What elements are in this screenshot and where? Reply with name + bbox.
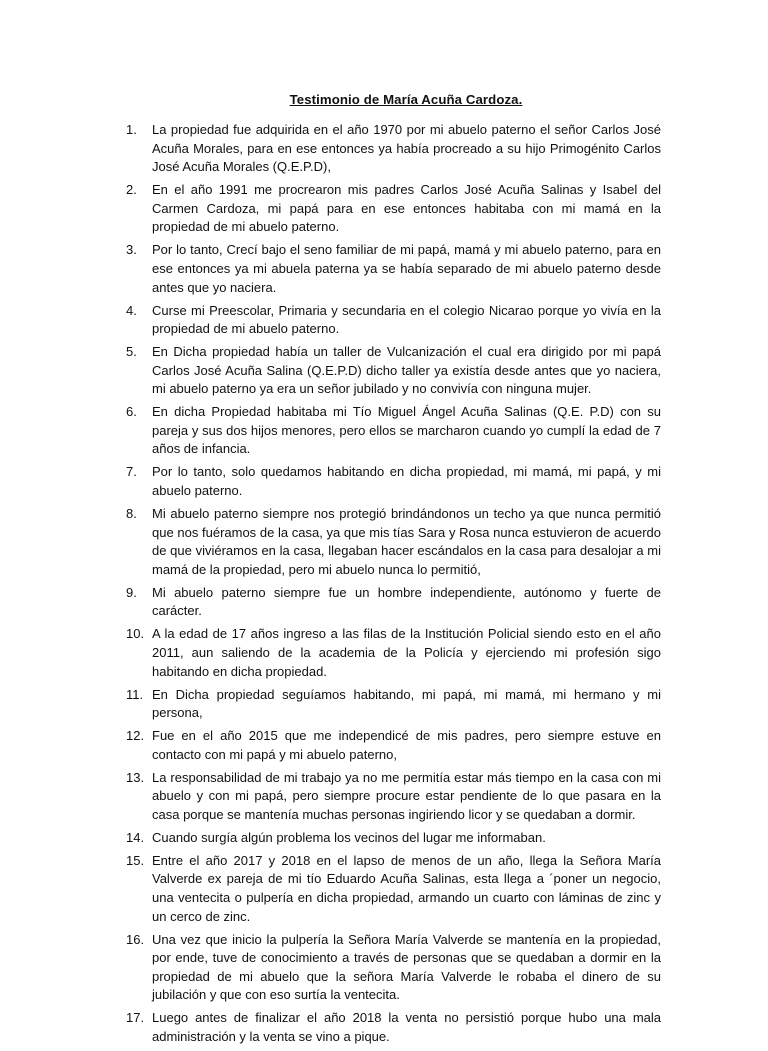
list-item (126, 686, 661, 723)
item-number: 1. (126, 122, 137, 137)
list-item (126, 584, 661, 621)
item-text: Luego antes de finalizar el año 2018 la venta no persistió porque hubo una mala administración y la venta se vino a pique. (152, 1010, 661, 1044)
testimony-list (126, 121, 661, 1051)
list-item (126, 121, 661, 177)
list-item (126, 829, 661, 848)
item-text: Fue en el año 2015 que me independicé de mis padres, pero siempre estuve en contacto con mi papá y mi abuelo paterno, (152, 728, 661, 762)
document-title: Testimonio de María Acuña Cardoza. (289, 92, 523, 107)
item-number: 4. (126, 302, 137, 318)
list-item (126, 181, 661, 237)
list-item (126, 302, 661, 339)
item-number: 14. (126, 829, 145, 845)
list-item (126, 403, 661, 459)
list-item (126, 931, 661, 1005)
item-number: 8. (126, 506, 137, 522)
list-item (126, 727, 661, 764)
item-text: En Dicha propiedad había un taller de Vulcanización el cual era dirigido por mi papá Carlos José Acuña Salina (Q.E.P.D) dicho taller ya existía desde antes que yo naciera, mi abuelo paterno ya era un señor jubilado y no convivía con ninguna mujer. (152, 344, 661, 397)
item-number: 17. (126, 1010, 145, 1026)
list-item (126, 343, 661, 399)
list-item (126, 505, 661, 579)
item-text: Por lo tanto, Crecí bajo el seno familiar de mi papá, mamá y mi abuelo paterno, para en ese entonces ya mi abuela paterna ya se había separado de mi abuelo paterno desde antes que yo naciera. (152, 242, 661, 295)
item-text: Curse mi Preescolar, Primaria y secundaria en el colegio Nicarao porque yo vivía en la propiedad de mi abuelo paterno. (152, 302, 661, 337)
list-item (126, 852, 661, 926)
item-number: 15. (126, 852, 145, 868)
item-text: La responsabilidad de mi trabajo ya no me permitía estar más tiempo en la casa con mi abuelo y con mi papá, pero siempre procure estar pendiente de lo que pasara en la casa porque se mantenía muchas personas ingiriendo licor y se quedaban a dormir. (152, 769, 661, 822)
list-item (126, 769, 661, 825)
item-text: Mi abuelo paterno siempre fue un hombre independiente, autónomo y fuerte de carácter. (152, 584, 661, 619)
item-number: 6. (126, 404, 137, 420)
item-number: 10. (126, 626, 145, 642)
item-text: Por lo tanto, solo quedamos habitando en dicha propiedad, mi mamá, mi papá, y mi abuelo paterno. (152, 464, 661, 499)
list-item (126, 463, 661, 500)
item-text: En dicha Propiedad habitaba mi Tío Miguel Ángel Acuña Salinas (Q.E. P.D) con su pareja y sus dos hijos menores, pero ellos se marcharon cuando yo cumplí la edad de 7 años de infancia. (152, 404, 661, 457)
item-number: 13. (126, 769, 145, 785)
item-text: Cuando surgía algún problema los vecinos del lugar me informaban. (152, 829, 546, 845)
list-item (126, 625, 661, 681)
item-text: A la edad de 17 años ingreso a las filas de la Institución Policial siendo esto en el año 2011, aun saliendo de la academia de la Policía y ejerciendo mi profesión sigo habitando en dicha propiedad. (152, 626, 661, 679)
item-number: 5. (126, 344, 137, 360)
item-number: 7. (126, 464, 137, 480)
item-number: 11. (126, 686, 144, 702)
item-number: 2. (126, 182, 137, 198)
item-number: 3. (126, 242, 137, 258)
list-item (126, 241, 661, 297)
item-text: Una vez que inicio la pulpería la Señora María Valverde se mantenía en la propiedad, por ende, tuve de conocimiento a través de personas que se quedaban a dormir en la propiedad de mi abuelo que la señora María Valverde le robaba el dinero de su jubilación y que con eso surtía la ventecita. (152, 931, 661, 1003)
item-number: 9. (126, 584, 137, 600)
item-number: 12. (126, 728, 145, 744)
list-item (126, 1009, 661, 1046)
item-text: La propiedad fue adquirida en el año 1970 por mi abuelo paterno el señor Carlos José Acuña Morales, para en ese entonces ya había procreado a su hijo Primogénito Carlos José Acuña Morales (Q.E.P.D), (152, 122, 661, 175)
item-number: 16. (126, 931, 145, 947)
item-text: En Dicha propiedad seguíamos habitando, mi papá, mi mamá, mi hermano y mi persona, (152, 686, 661, 721)
item-text: Entre el año 2017 y 2018 en el lapso de menos de un año, llega la Señora María Valverde ex pareja de mi tío Eduardo Acuña Salinas, esta llega a ´poner un negocio, una ventecita o pulpería en dicha propiedad, armando un cuarto con láminas de zinc y un cerco de zinc. (152, 852, 661, 924)
item-text: Mi abuelo paterno siempre nos protegió brindándonos un techo ya que nunca permitió que nos fuéramos de la casa, ya que mis tías Sara y Rosa nunca estuvieron de acuerdo de que viviéramos en la casa, llegaban hacer escándalos en la casa para desalojar a mi mamá de la propiedad, pero mi abuelo nunca lo permitió, (152, 506, 661, 577)
item-text: En el año 1991 me procrearon mis padres Carlos José Acuña Salinas y Isabel del Carmen Cardoza, mi papá para en ese entonces habitaba con mi mamá en la propiedad de mi abuelo paterno. (152, 182, 661, 235)
